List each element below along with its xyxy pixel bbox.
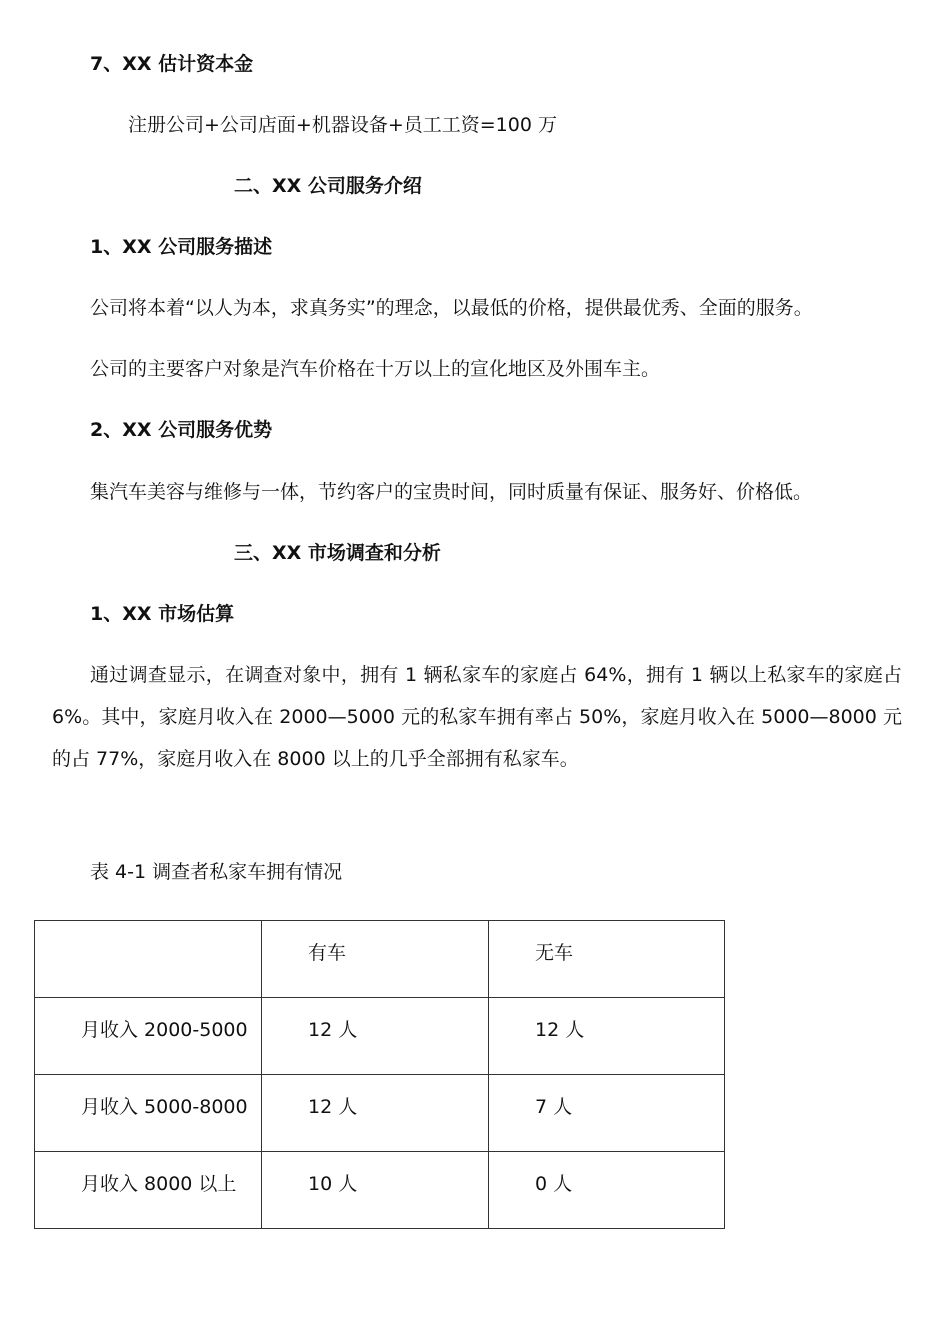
table-header-cell: [35, 921, 262, 998]
heading-market-estimate: 1、XX 市场估算: [90, 603, 235, 625]
table-row-label: 月收入 5000-8000: [35, 1075, 262, 1152]
heading-estimated-capital: 7、XX 估计资本金: [90, 53, 254, 75]
table-cell: 12 人: [262, 998, 489, 1075]
table-cell: 10 人: [262, 1152, 489, 1229]
service-description-paragraph-1: 公司将本着“以人为本，求真务实”的理念，以最低的价格，提供最优秀、全面的服务。: [90, 297, 813, 319]
heading-service-description: 1、XX 公司服务描述: [90, 236, 273, 258]
service-advantage-paragraph: 集汽车美容与维修与一体，节约客户的宝贵时间，同时质量有保证、服务好、价格低。: [90, 481, 813, 503]
heading-service-advantage: 2、XX 公司服务优势: [90, 419, 273, 441]
service-description-paragraph-2: 公司的主要客户对象是汽车价格在十万以上的宣化地区及外围车主。: [90, 358, 661, 380]
car-ownership-table: [34, 920, 725, 1229]
table-caption: 表 4-1 调查者私家车拥有情况: [90, 861, 343, 883]
table-row-label: 月收入 2000-5000: [35, 998, 262, 1075]
market-estimate-paragraph: 通过调查显示，在调查对象中，拥有 1 辆私家车的家庭占 64%，拥有 1 辆以上私家车的家庭占 6%。其中，家庭月收入在 2000—5000 元的私家车拥有率占 50%，家庭月收入在 5000—8000 元的占 77%，家庭月收入在 8000 以上的几乎全部拥有私家车。: [52, 664, 902, 770]
table-header-row: [35, 921, 725, 998]
table-cell: 12 人: [262, 1075, 489, 1152]
capital-formula: 注册公司+公司店面+机器设备+员工工资=100 万: [128, 114, 557, 136]
table-row: [35, 1152, 725, 1229]
table-cell: 12 人: [489, 998, 725, 1075]
table-cell: 7 人: [489, 1075, 725, 1152]
table-header-cell: 无车: [489, 921, 725, 998]
table-row-label: 月收入 8000 以上: [35, 1152, 262, 1229]
table-cell: 0 人: [489, 1152, 725, 1229]
table-row: [35, 1075, 725, 1152]
chapter-title-service-intro: 二、XX 公司服务介绍: [234, 175, 422, 197]
table-row: [35, 998, 725, 1075]
table-header-cell: 有车: [262, 921, 489, 998]
chapter-title-market-analysis: 三、XX 市场调查和分析: [234, 542, 441, 564]
